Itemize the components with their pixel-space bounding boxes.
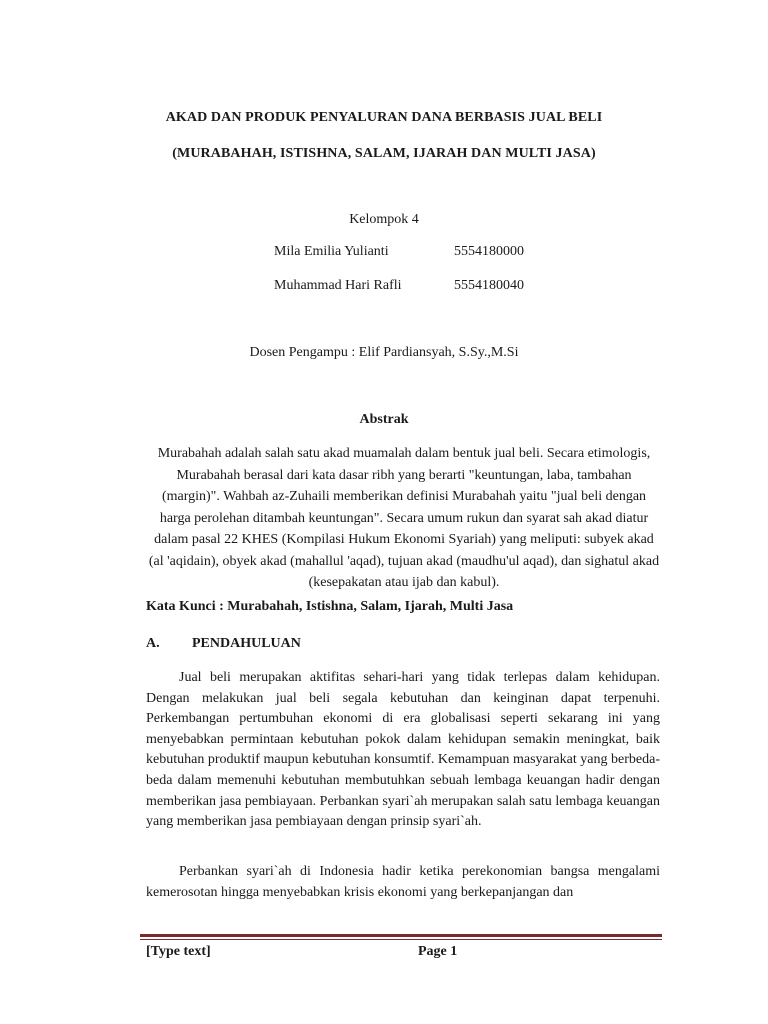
- member-row: [274, 278, 524, 294]
- abstract-heading: Abstrak: [359, 412, 409, 427]
- lecturer-line: Dosen Pengampu : Elif Pardiansyah, S.Sy.,M.Si: [249, 345, 519, 360]
- footer-rule: [140, 934, 662, 937]
- keywords-line: Kata Kunci : Murabahah, Istishna, Salam, Ijarah, Multi Jasa: [146, 599, 514, 614]
- abstract-text: Murabahah adalah salah satu akad muamalah dalam bentuk jual beli. Secara etimologis, Murabahah berasal dari kata dasar ribh yang berarti "keuntungan, laba, tambahan (margin)". Wahbah az-Zuhaili memberikan definisi Murabahah yaitu "jual beli dengan harga perolehan ditambah keuntungan". Secara umum rukun dan syarat sah akad diatur dalam pasal 22 KHES (Kompilasi Hukum Ekonomi Syariah) yang meliputi: subyek akad (al 'aqidain), obyek akad (mahallul 'aqad), tujuan akad (maudhu'ul aqad), dan sighatul akad (kesepakatan atau ijab dan kabul).: [148, 446, 660, 590]
- member-id: 5554180040: [454, 278, 524, 293]
- document-title-line1: AKAD DAN PRODUK PENYALURAN DANA BERBASIS JUAL BELI: [165, 110, 603, 125]
- footer-placeholder-text: [Type text]: [146, 944, 211, 959]
- section-title: PENDAHULUAN: [192, 636, 301, 651]
- footer-rule-thin: [140, 939, 662, 940]
- group-label: Kelompok 4: [349, 212, 419, 227]
- section-letter: A.: [146, 636, 160, 651]
- paragraph: Jual beli merupakan aktifitas sehari-hari yang tidak terlepas dalam kehidupan. Dengan melakukan jual beli segala kebutuhan dan keinginan dapat terpenuhi. Perkembangan pertumbuhan ekonomi di era globalisasi seperti sekarang ini yang menyebabkan permintaan kebutuhan pokok dalam kehidupan semakin meningkat, baik kebutuhan produktif maupun kebutuhan konsumtif. Kemampuan masyarakat yang berbeda-beda dalam memenuhi kebutuhan membutuhkan sebuah lembaga keuangan hadir dengan memberikan jasa pembiayaan. Perbankan syari`ah merupakan salah satu lembaga keuangan yang memberikan jasa pembiayaan dengan prinsip syari`ah.: [146, 670, 660, 830]
- member-name: Mila Emilia Yulianti: [274, 244, 389, 259]
- paragraph: Perbankan syari`ah di Indonesia hadir ketika perekonomian bangsa mengalami kemerosotan hingga menyebabkan krisis ekonomi yang berkepanjangan dan: [146, 864, 660, 900]
- member-name: Muhammad Hari Rafli: [274, 278, 402, 293]
- member-row: [274, 244, 524, 260]
- section-heading: [146, 636, 301, 652]
- document-title-line2: (MURABAHAH, ISTISHNA, SALAM, IJARAH DAN MULTI JASA): [172, 146, 596, 161]
- member-id: 5554180000: [454, 244, 524, 259]
- page-number: Page 1: [418, 944, 458, 959]
